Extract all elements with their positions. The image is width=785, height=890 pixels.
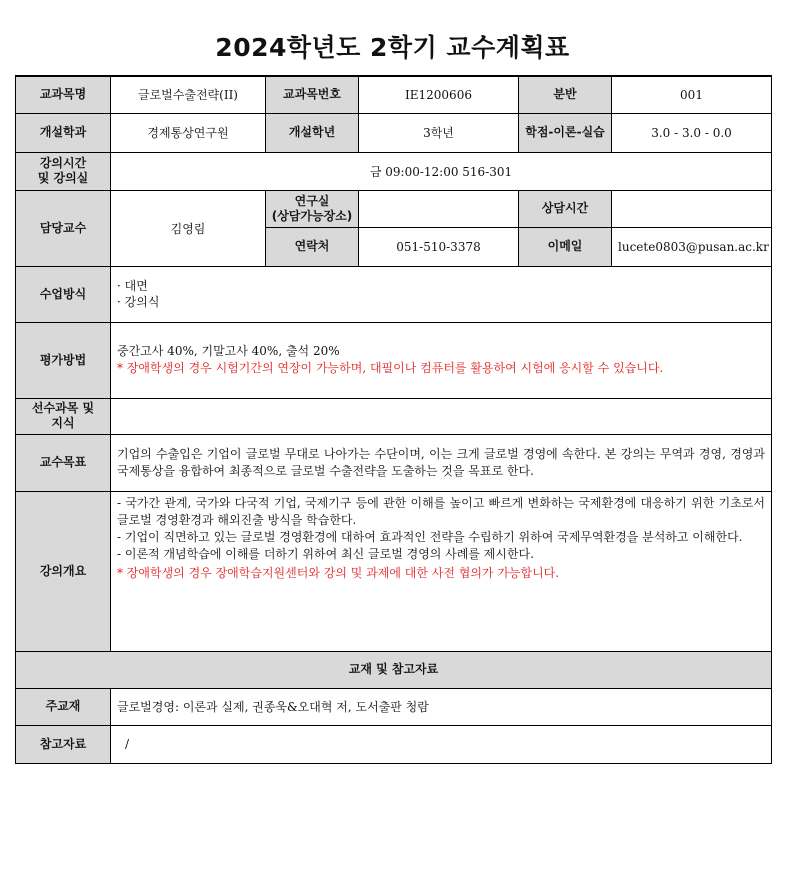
dept-label: 개설학과	[16, 113, 111, 152]
office-label-line1: 연구실	[294, 193, 330, 208]
evaluation-text: 중간고사 40%, 기말고사 40%, 출석 20%	[117, 344, 340, 358]
overview-value	[111, 491, 772, 651]
year-label: 개설학년	[266, 113, 359, 152]
overview-line: - 이론적 개념학습에 이해를 더하기 위하여 최신 글로벌 경영의 사례를 제시한다.	[117, 546, 534, 561]
overview-line: - 국가간 관계, 국가와 다국적 기업, 국제기구 등에 관한 이해를 높이고 빠르게 변화하는 국제환경에 대응하기 위한 기초로서 글로벌 경영환경과 해외진출 방식을 학습한다.	[117, 495, 765, 527]
credit-value: 3.0 - 3.0 - 0.0	[612, 113, 772, 152]
time-row	[16, 152, 772, 190]
dept-value: 경제통상연구원	[111, 113, 266, 152]
professor-label: 담당교수	[16, 190, 111, 266]
evaluation-row	[16, 322, 772, 398]
prereq-label-line1: 선수과목 및	[31, 401, 95, 415]
professor-name: 김영림	[111, 190, 266, 266]
method-item: · 강의식	[117, 295, 160, 309]
prereq-label-line2: 지식	[51, 416, 75, 430]
evaluation-label: 평가방법	[16, 322, 111, 398]
course-code: IE1200606	[359, 76, 519, 113]
course-name-label: 교과목명	[16, 76, 111, 113]
prereq-value	[111, 398, 772, 434]
page-title: 2024학년도 2학기 교수계획표	[215, 33, 570, 62]
method-row	[16, 266, 772, 322]
section-value: 001	[612, 76, 772, 113]
goal-row	[16, 434, 772, 491]
method-value	[111, 266, 772, 322]
office-label-line2: (상담가능장소)	[271, 208, 353, 223]
reference-label: 참고자료	[16, 725, 111, 763]
course-code-label: 교과목번호	[266, 76, 359, 113]
time-label	[16, 152, 111, 190]
goal-label: 교수목표	[16, 434, 111, 491]
time-label-line1: 강의시간	[39, 156, 87, 170]
office-value	[359, 190, 519, 227]
materials-header: 교재 및 참고자료	[16, 651, 772, 688]
materials-header-row	[16, 651, 772, 688]
prereq-label	[16, 398, 111, 434]
main-text-row	[16, 688, 772, 725]
phone-value: 051-510-3378	[359, 227, 519, 266]
overview-line: - 기업이 직면하고 있는 글로벌 경영환경에 대하여 효과적인 전략을 수립하기 위하여 국제무역환경을 분석하고 이해한다.	[117, 529, 743, 544]
time-label-line2: 및 강의실	[37, 171, 89, 185]
overview-label: 강의개요	[16, 491, 111, 651]
phone-label: 연락처	[266, 227, 359, 266]
reference-value: /	[111, 725, 772, 763]
method-item: · 대면	[117, 279, 148, 293]
overview-row	[16, 491, 772, 651]
professor-row-1	[16, 190, 772, 227]
reference-row	[16, 725, 772, 763]
consult-value	[612, 190, 772, 227]
consult-label: 상담시간	[519, 190, 612, 227]
office-label	[266, 190, 359, 227]
goal-text: 기업의 수출입은 기업이 글로벌 무대로 나아가는 수단이며, 이는 크게 글로벌 경영에 속한다. 본 강의는 무역과 경영, 경영과 국제통상을 융합하여 최종적으로 글로벌 수출전략을 도출하는 것을 목표로 한다.	[117, 446, 765, 478]
email-value: lucete0803@pusan.ac.kr	[612, 227, 772, 266]
main-text-label: 주교재	[16, 688, 111, 725]
section-label: 분반	[519, 76, 612, 113]
goal-value	[111, 434, 772, 491]
email-label: 이메일	[519, 227, 612, 266]
dept-row	[16, 113, 772, 152]
course-row	[16, 76, 772, 113]
method-label: 수업방식	[16, 266, 111, 322]
syllabus-table	[15, 75, 772, 764]
evaluation-value	[111, 322, 772, 398]
time-value: 금 09:00-12:00 516-301	[111, 152, 772, 190]
prereq-row	[16, 398, 772, 434]
credit-label: 학점-이론-실습	[519, 113, 612, 152]
course-name: 글로벌수출전략(II)	[111, 76, 266, 113]
evaluation-note: * 장애학생의 경우 시험기간의 연장이 가능하며, 대필이나 컴퓨터를 활용하여 시험에 응시할 수 있습니다.	[117, 361, 664, 375]
overview-note: * 장애학생의 경우 장애학습지원센터와 강의 및 과제에 대한 사전 협의가 가능합니다.	[117, 565, 560, 580]
year-value: 3학년	[359, 113, 519, 152]
main-text-value: 글로벌경영: 이론과 실제, 권종욱&오대혁 저, 도서출판 청람	[111, 688, 772, 725]
